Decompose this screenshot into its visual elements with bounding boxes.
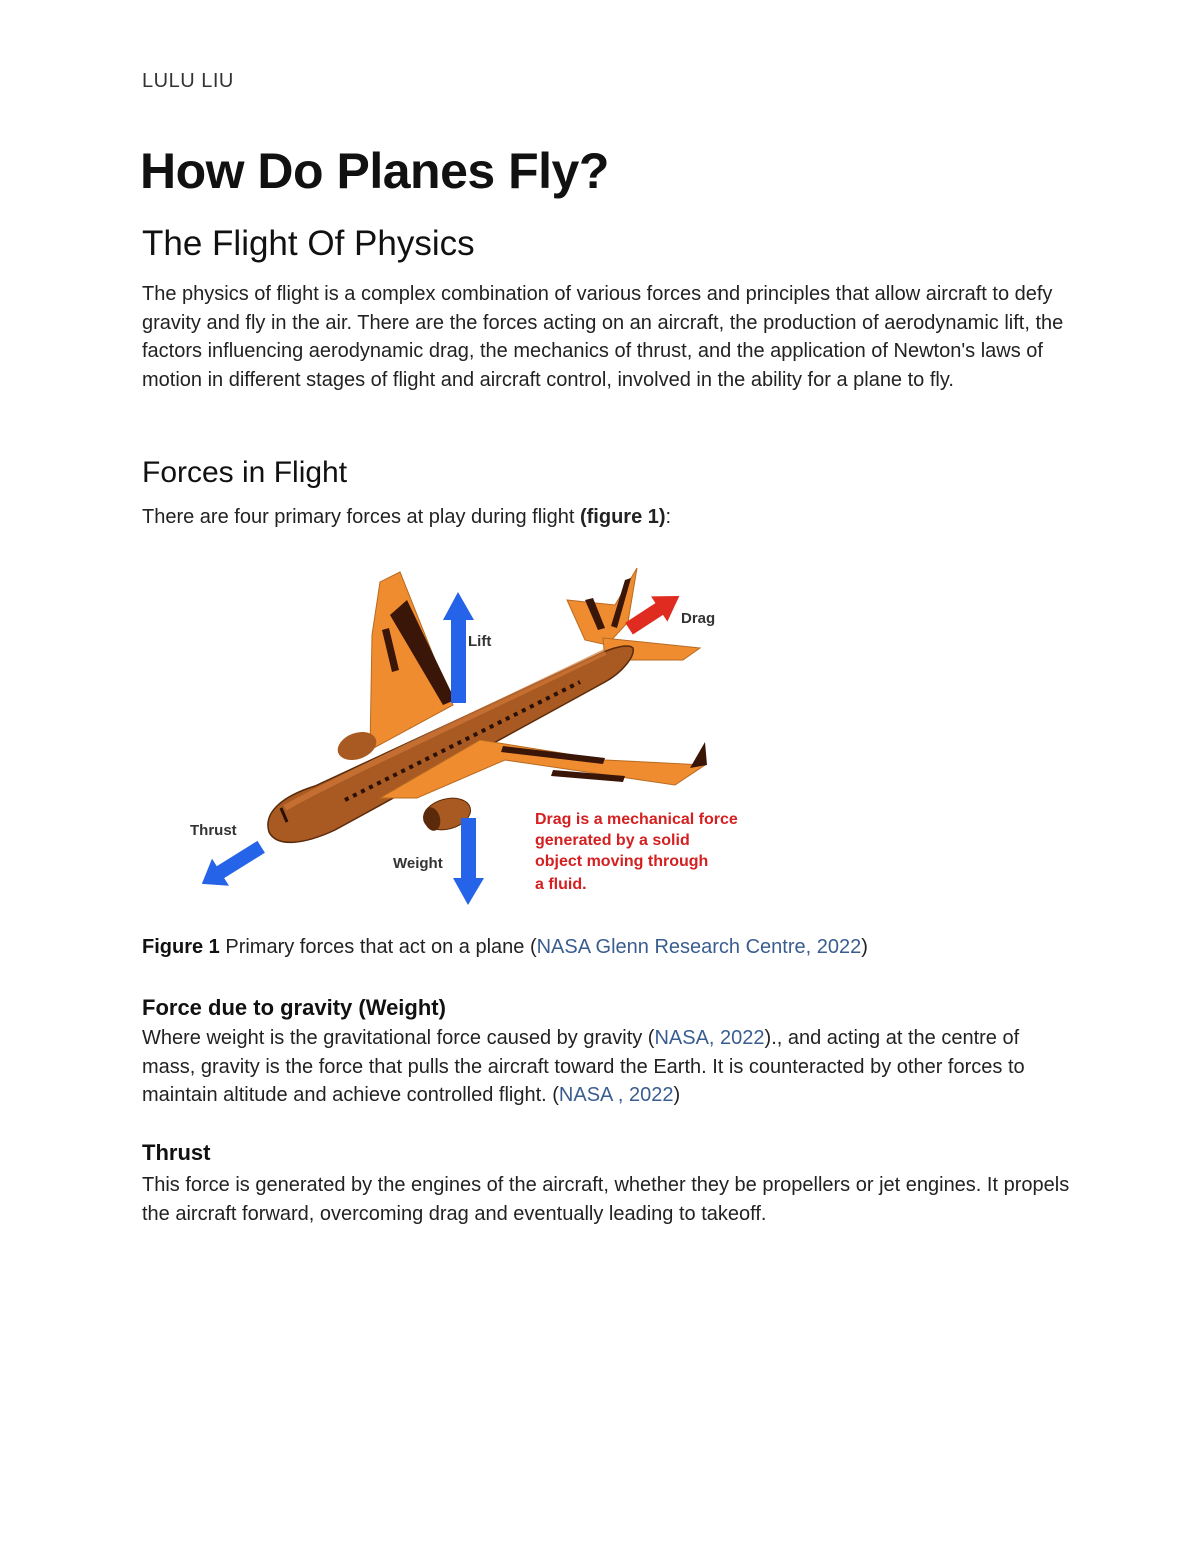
forces-lead-paragraph: [142, 503, 1072, 532]
author-name: LULU LIU: [142, 70, 234, 92]
thrust-arrow: [193, 833, 269, 897]
caption-label: Figure 1: [142, 936, 220, 958]
caption-source-link[interactable]: NASA Glenn Research Centre, 2022: [536, 936, 862, 958]
intro-paragraph: The physics of flight is a complex combination of various forces and principles that allow aircraft to defy gravity and fly in the air. There are the forces acting on an aircraft, the production of aerodynamic lift, the factors influencing aerodynamic drag, the mechanics of thrust, and the application of Newton's laws of motion in different stages of flight and aircraft control, involved in the ability for a plane to fly.: [142, 283, 1064, 391]
forces-lead-end: :: [665, 506, 672, 528]
weight-citation-2[interactable]: NASA , 2022: [558, 1084, 674, 1106]
drag-note-line-3: object moving through: [535, 853, 709, 870]
winglet: [690, 742, 707, 768]
section-heading-forces-in-flight: Forces in Flight: [142, 456, 348, 489]
weight-text-2: )., and acting at the centre of mass, gravity is the force that pulls the aircraft toward the Earth. It is counteracted by other forces to maintain altitude and achieve controlled flight. (: [142, 1027, 1025, 1106]
drag-note-line-1: Drag is a mechanical force: [535, 811, 738, 828]
thrust-paragraph: This force is generated by the engines of the aircraft, whether they be propellers or jet engines. It propels the aircraft forward, overcoming drag and eventually leading to takeoff.: [142, 1174, 1070, 1225]
caption-end: ): [861, 936, 868, 958]
weight-label: Weight: [393, 855, 443, 872]
drag-note: [535, 811, 738, 893]
figure-plane-forces: [185, 560, 805, 910]
weight-arrow: [453, 818, 484, 905]
left-wing: [370, 572, 453, 750]
weight-text-1: Where weight is the gravitational force caused by gravity (: [142, 1027, 655, 1049]
section-heading-weight: Force due to gravity (Weight): [142, 995, 446, 1020]
forces-lead-text: There are four primary forces at play during flight: [142, 506, 580, 528]
plane-diagram: [185, 560, 805, 910]
lift-label: Lift: [468, 633, 492, 650]
drag-note-line-2: generated by a solid: [535, 832, 690, 849]
thrust-label: Thrust: [190, 822, 237, 839]
page-title: How Do Planes Fly?: [140, 143, 609, 199]
section-heading-thrust: Thrust: [142, 1140, 211, 1165]
caption-text: Primary forces that act on a plane (: [219, 936, 537, 958]
drag-label: Drag: [681, 610, 716, 627]
drag-note-line-4: a fluid.: [535, 876, 587, 893]
weight-text-3: ): [673, 1084, 681, 1106]
weight-paragraph: [142, 1024, 1072, 1110]
weight-citation-1[interactable]: NASA, 2022: [654, 1027, 765, 1049]
section-heading-flight-of-physics: The Flight Of Physics: [142, 224, 475, 263]
figure-caption: [142, 936, 868, 959]
figure-reference: (figure 1): [579, 506, 666, 528]
